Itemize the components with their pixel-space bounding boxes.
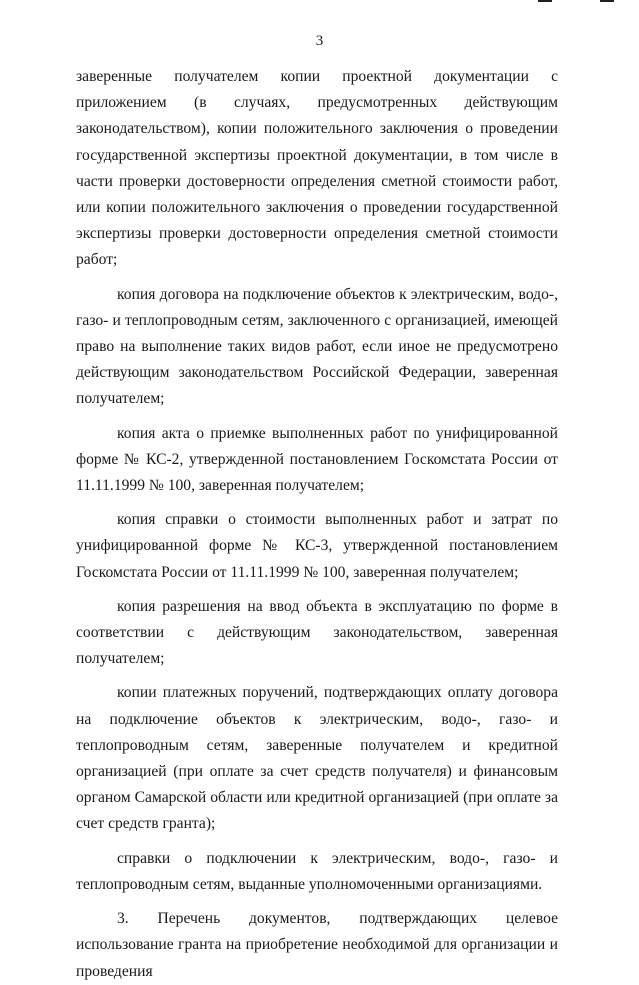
scan-edge-mark	[600, 0, 614, 2]
page-number: 3	[315, 33, 324, 49]
paragraph: 3. Перечень документов, подтверждающих целевое использование гранта на приобретение необходимой для организации и проведения	[76, 910, 558, 980]
paragraph: копии платежных поручений, подтверждающих оплату договора на подключение объектов к электрическим, водо-, газо- и теплопроводным сетям, заверенные получателем и кредитной организацией (при оплате за счет средств получателя) и финансовым органом Самарской области или кредитной организацией (при оплате за счет средств гранта);	[76, 684, 558, 833]
document-body	[76, 64, 558, 985]
paragraph: справки о подключении к электрическим, водо-, газо- и теплопроводным сетям, выданные уполномоченными организациями.	[76, 849, 558, 893]
scan-edge-mark	[538, 0, 552, 2]
paragraph: заверенные получателем копии проектной документации с приложением (в случаях, предусмотренных действующим законодательством), копии положительного заключения о проведении государственной экспертизы проектной документации, в том числе в части проверки достоверности определения сметной стоимости работ, или копии положительного заключения о проведении государственной экспертизы проверки достоверности определения сметной стоимости работ;	[76, 68, 558, 269]
paragraph: копия акта о приемке выполненных работ по унифицированной форме № КС-2, утвержденной постановлением Госкомстата России от 11.11.1999 № 100, заверенная получателем;	[76, 424, 558, 495]
paragraph: копия договора на подключение объектов к электрическим, водо-, газо- и теплопроводным сетям, заключенного с организацией, имеющей право на выполнение таких видов работ, если иное не предусмотрено действующим законодательством Российской Федерации, заверенная получателем;	[76, 285, 558, 408]
paragraph: копия разрешения на ввод объекта в эксплуатацию по форме в соответствии с действующим законодательством, заверенная получателем;	[76, 597, 558, 668]
paragraph: копия справки о стоимости выполненных работ и затрат по унифицированной форме № КС-3, утвержденной постановлением Госкомстата России от 11.11.1999 № 100, заверенная получателем;	[76, 511, 558, 581]
